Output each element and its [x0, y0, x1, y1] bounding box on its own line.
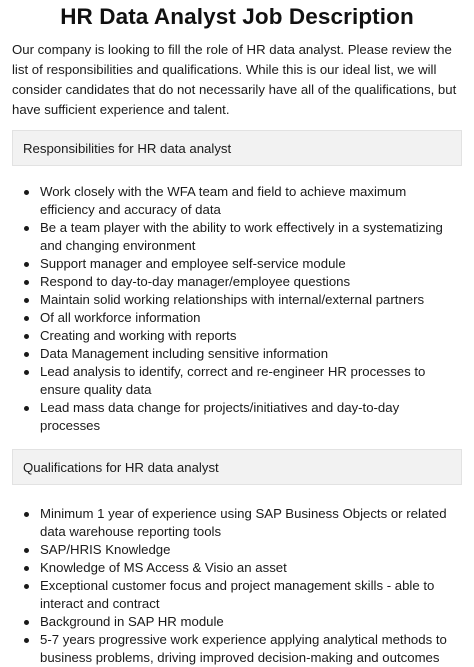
bullet-icon: [24, 280, 29, 285]
qualifications-heading: Qualifications for HR data analyst: [23, 459, 219, 475]
list-item: [12, 327, 462, 345]
qualifications-section-header: [12, 449, 462, 485]
bullet-icon: [24, 190, 29, 195]
list-item: [12, 399, 462, 435]
list-item: [12, 219, 462, 255]
list-item: [12, 363, 462, 399]
bullet-icon: [24, 566, 29, 571]
bullet-icon: [24, 370, 29, 375]
list-item: [12, 345, 462, 363]
list-item-text: Respond to day-to-day manager/employee questions: [40, 274, 351, 289]
responsibilities-heading: Responsibilities for HR data analyst: [23, 140, 232, 156]
bullet-icon: [24, 548, 29, 553]
bullet-icon: [24, 334, 29, 339]
list-item: [12, 577, 462, 613]
responsibilities-list: [12, 183, 462, 435]
bullet-icon: [24, 584, 29, 589]
list-item: [12, 505, 462, 541]
list-item-text: Creating and working with reports: [40, 328, 237, 343]
responsibilities-section-header: [12, 130, 462, 166]
list-item: [12, 291, 462, 309]
list-item: [12, 613, 462, 631]
list-item-text: SAP/HRIS Knowledge: [40, 542, 171, 557]
list-item-text: Data Management including sensitive information: [40, 346, 329, 361]
list-item: [12, 631, 462, 667]
bullet-icon: [24, 352, 29, 357]
list-item: [12, 309, 462, 327]
list-item-text: Knowledge of MS Access & Visio an asset: [40, 560, 287, 575]
list-item-text: Be a team player with the ability to work effectively in a systematizing and changing environment: [40, 220, 443, 253]
list-item: [12, 183, 462, 219]
bullet-icon: [24, 262, 29, 267]
intro-paragraph: Our company is looking to fill the role of HR data analyst. Please review the list of responsibilities and qualifications. While this is our ideal list, we will consider candidates that do not necessarily have all of the qualifications, but have sufficient experience and talent.: [12, 42, 457, 117]
list-item: [12, 559, 462, 577]
bullet-icon: [24, 316, 29, 321]
list-item-text: Exceptional customer focus and project management skills - able to interact and contract: [40, 578, 435, 611]
list-item: [12, 255, 462, 273]
list-item-text: Work closely with the WFA team and field to achieve maximum efficiency and accuracy of data: [40, 184, 407, 217]
list-item: [12, 273, 462, 291]
list-item-text: Maintain solid working relationships with internal/external partners: [40, 292, 425, 307]
list-item-text: 5-7 years progressive work experience applying analytical methods to business problems, driving improved decision-making and outcomes: [40, 632, 447, 665]
qualifications-list: [12, 505, 462, 667]
bullet-icon: [24, 638, 29, 643]
bullet-icon: [24, 226, 29, 231]
bullet-icon: [24, 406, 29, 411]
list-item-text: Background in SAP HR module: [40, 614, 224, 629]
bullet-icon: [24, 298, 29, 303]
list-item: [12, 541, 462, 559]
page-title: HR Data Analyst Job Description: [60, 4, 414, 29]
list-item-text: Of all workforce information: [40, 310, 201, 325]
list-item-text: Support manager and employee self-service module: [40, 256, 346, 271]
list-item-text: Minimum 1 year of experience using SAP Business Objects or related data warehouse reporting tools: [40, 506, 447, 539]
bullet-icon: [24, 512, 29, 517]
list-item-text: Lead mass data change for projects/initiatives and day-to-day processes: [40, 400, 400, 433]
bullet-icon: [24, 620, 29, 625]
list-item-text: Lead analysis to identify, correct and re-engineer HR processes to ensure quality data: [40, 364, 426, 397]
